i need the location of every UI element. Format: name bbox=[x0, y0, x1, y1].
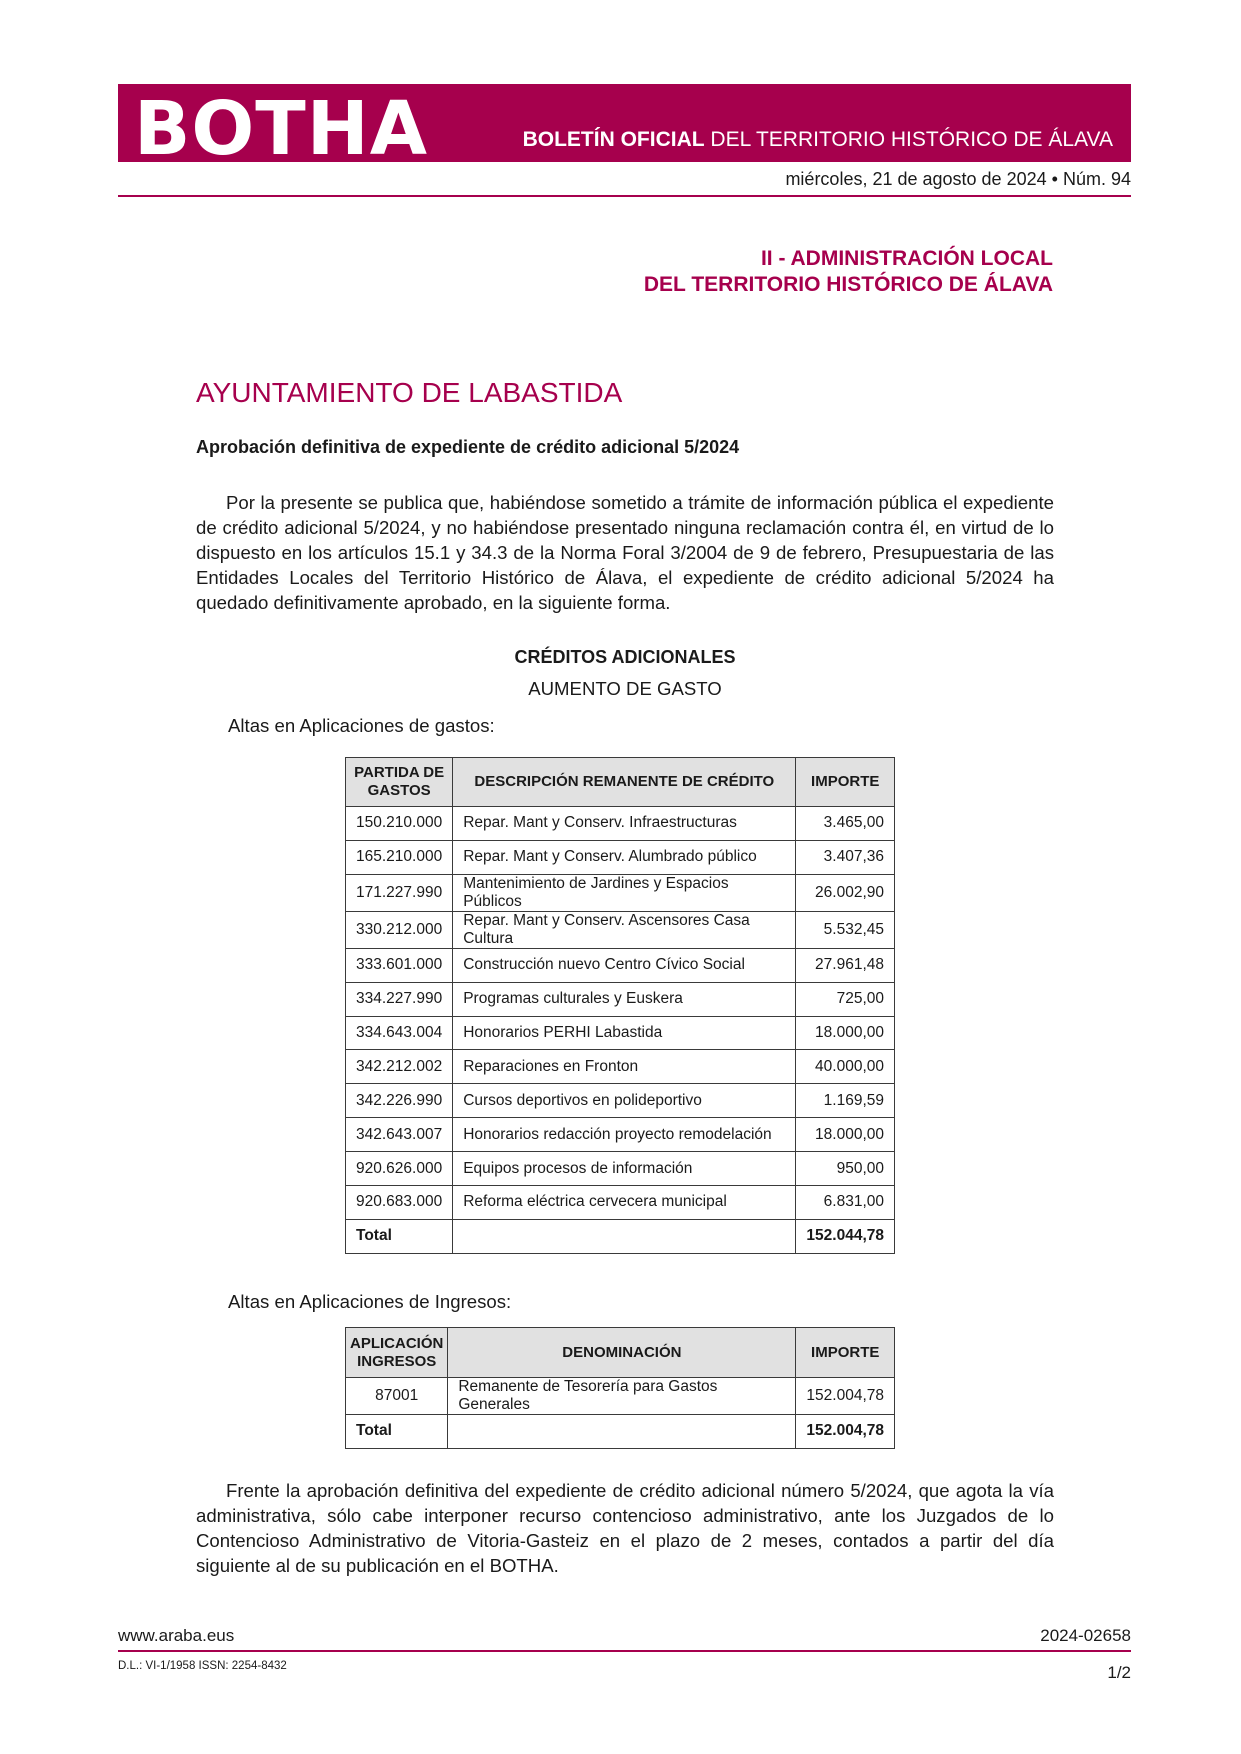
partida-cell: 920.683.000 bbox=[346, 1186, 453, 1220]
partida-cell: 334.227.990 bbox=[346, 982, 453, 1016]
heading-aumento: AUMENTO DE GASTO bbox=[528, 678, 722, 699]
table-row bbox=[346, 911, 895, 948]
heading-creditos: CRÉDITOS ADICIONALES bbox=[514, 647, 736, 667]
section-line-1: II - ADMINISTRACIÓN LOCAL bbox=[760, 247, 1053, 270]
importe-cell: 152.004,78 bbox=[796, 1378, 895, 1415]
partida-cell: 334.643.004 bbox=[346, 1016, 453, 1050]
importe-cell: 950,00 bbox=[796, 1152, 895, 1186]
ingresos-header-importe: IMPORTE bbox=[796, 1328, 895, 1378]
announcement-subject: Aprobación definitiva de expediente de crédito adicional 5/2024 bbox=[196, 437, 740, 457]
partida-cell: 165.210.000 bbox=[346, 840, 453, 874]
descripcion-cell: Construcción nuevo Centro Cívico Social bbox=[453, 948, 796, 982]
table-row bbox=[346, 1050, 895, 1084]
table-row bbox=[346, 1152, 895, 1186]
table-row bbox=[346, 1016, 895, 1050]
descripcion-cell: Honorarios PERHI Labastida bbox=[453, 1016, 796, 1050]
importe-cell: 725,00 bbox=[796, 982, 895, 1016]
publication-name-rest: DEL TERRITORIO HISTÓRICO DE ÁLAVA bbox=[704, 128, 1113, 151]
descripcion-cell: Repar. Mant y Conserv. Alumbrado público bbox=[453, 840, 796, 874]
importe-cell: 18.000,00 bbox=[796, 1016, 895, 1050]
descripcion-cell: Reparaciones en Fronton bbox=[453, 1050, 796, 1084]
gastos-header-descripcion: DESCRIPCIÓN REMANENTE DE CRÉDITO bbox=[453, 758, 796, 807]
total-value: 152.044,78 bbox=[796, 1219, 895, 1253]
partida-cell: 333.601.000 bbox=[346, 948, 453, 982]
table-row bbox=[346, 1378, 895, 1415]
descripcion-cell: Cursos deportivos en polideportivo bbox=[453, 1084, 796, 1118]
section-line-2: DEL TERRITORIO HISTÓRICO DE ÁLAVA bbox=[643, 273, 1053, 296]
closing-text: Frente la aprobación definitiva del expediente de crédito adicional número 5/2024, que agota la vía administrativa, sólo cabe interponer recurso contencioso administrativo, ante los Juzgados de lo Contencioso Administrativo de Vitoria-Gasteiz en el plazo de 2 meses, contados a partir del día siguiente al de su publicación en el BOTHA. bbox=[196, 1480, 1054, 1576]
footer-website[interactable]: www.araba.eus bbox=[118, 1626, 235, 1645]
denominacion-cell: Remanente de Tesorería para Gastos Generales bbox=[448, 1378, 796, 1415]
importe-cell: 40.000,00 bbox=[796, 1050, 895, 1084]
descripcion-cell: Reforma eléctrica cervecera municipal bbox=[453, 1186, 796, 1220]
descripcion-cell: Mantenimiento de Jardines y Espacios Públicos bbox=[453, 874, 796, 911]
intro-paragraph bbox=[196, 490, 1054, 615]
intro-text: Por la presente se publica que, habiéndose sometido a trámite de información pública el expediente de crédito adicional 5/2024, y no habiéndose presentado ninguna reclamación contra él, en virtud de lo dispuesto en los artículos 15.1 y 34.3 de la Norma Foral 3/2004 de 9 de febrero, Presupuestaria de las Entidades Locales del Territorio Histórico de Álava, el expediente de crédito adicional 5/2024 ha quedado definitivamente aprobado, en la siguiente forma. bbox=[196, 492, 1054, 613]
total-value: 152.004,78 bbox=[796, 1415, 895, 1449]
issue-date: miércoles, 21 de agosto de 2024 bbox=[785, 169, 1047, 189]
table-row bbox=[346, 807, 895, 841]
total-label: Total bbox=[346, 1219, 453, 1253]
table-row bbox=[346, 840, 895, 874]
table-row bbox=[346, 982, 895, 1016]
partida-cell: 171.227.990 bbox=[346, 874, 453, 911]
importe-cell: 27.961,48 bbox=[796, 948, 895, 982]
gastos-caption: Altas en Aplicaciones de gastos: bbox=[228, 715, 495, 736]
table-row bbox=[346, 1084, 895, 1118]
descripcion-cell: Equipos procesos de información bbox=[453, 1152, 796, 1186]
table-row bbox=[346, 1118, 895, 1152]
importe-cell: 3.407,36 bbox=[796, 840, 895, 874]
ingresos-header-aplicacion: APLICACIÓN INGRESOS bbox=[346, 1328, 448, 1378]
footer-doc-id: 2024-02658 bbox=[1040, 1626, 1131, 1645]
total-label: Total bbox=[346, 1415, 448, 1449]
descripcion-cell: Repar. Mant y Conserv. Ascensores Casa Cultura bbox=[453, 911, 796, 948]
publication-name bbox=[523, 128, 1113, 152]
gastos-table bbox=[345, 757, 895, 1254]
partida-cell: 150.210.000 bbox=[346, 807, 453, 841]
partida-cell: 920.626.000 bbox=[346, 1152, 453, 1186]
ingresos-caption: Altas en Aplicaciones de Ingresos: bbox=[228, 1291, 512, 1312]
table-row bbox=[346, 874, 895, 911]
importe-cell: 3.465,00 bbox=[796, 807, 895, 841]
partida-cell: 342.643.007 bbox=[346, 1118, 453, 1152]
partida-cell: 330.212.000 bbox=[346, 911, 453, 948]
aplicacion-cell: 87001 bbox=[346, 1378, 448, 1415]
ingresos-header-denominacion: DENOMINACIÓN bbox=[448, 1328, 796, 1378]
total-spacer bbox=[448, 1415, 796, 1449]
descripcion-cell: Repar. Mant y Conserv. Infraestructuras bbox=[453, 807, 796, 841]
closing-paragraph bbox=[196, 1478, 1054, 1578]
footer-legal: D.L.: VI-1/1958 ISSN: 2254-8432 bbox=[118, 1660, 287, 1672]
section-heading bbox=[644, 246, 1053, 298]
bullet-separator: • bbox=[1051, 169, 1058, 189]
table-row bbox=[346, 1186, 895, 1220]
total-spacer bbox=[453, 1219, 796, 1253]
partida-cell: 342.226.990 bbox=[346, 1084, 453, 1118]
entity-title: AYUNTAMIENTO DE LABASTIDA bbox=[196, 377, 623, 408]
partida-cell: 342.212.002 bbox=[346, 1050, 453, 1084]
importe-cell: 18.000,00 bbox=[796, 1118, 895, 1152]
gastos-header-importe: IMPORTE bbox=[796, 758, 895, 807]
publication-name-bold: BOLETÍN OFICIAL bbox=[522, 128, 705, 151]
footer-rule bbox=[118, 1650, 1131, 1652]
botha-logo: BOTHA bbox=[134, 86, 428, 172]
page-number: 1/2 bbox=[1107, 1663, 1131, 1682]
gastos-header-partida: PARTIDA DE GASTOS bbox=[346, 758, 453, 807]
importe-cell: 5.532,45 bbox=[796, 911, 895, 948]
issue-number: Núm. 94 bbox=[1062, 169, 1131, 189]
ingresos-table bbox=[345, 1327, 895, 1449]
issue-dateline bbox=[785, 168, 1131, 190]
header-rule bbox=[118, 195, 1131, 197]
descripcion-cell: Honorarios redacción proyecto remodelación bbox=[453, 1118, 796, 1152]
descripcion-cell: Programas culturales y Euskera bbox=[453, 982, 796, 1016]
ingresos-total-row bbox=[346, 1415, 895, 1449]
gastos-total-row bbox=[346, 1219, 895, 1253]
importe-cell: 1.169,59 bbox=[796, 1084, 895, 1118]
table-row bbox=[346, 948, 895, 982]
importe-cell: 26.002,90 bbox=[796, 874, 895, 911]
importe-cell: 6.831,00 bbox=[796, 1186, 895, 1220]
